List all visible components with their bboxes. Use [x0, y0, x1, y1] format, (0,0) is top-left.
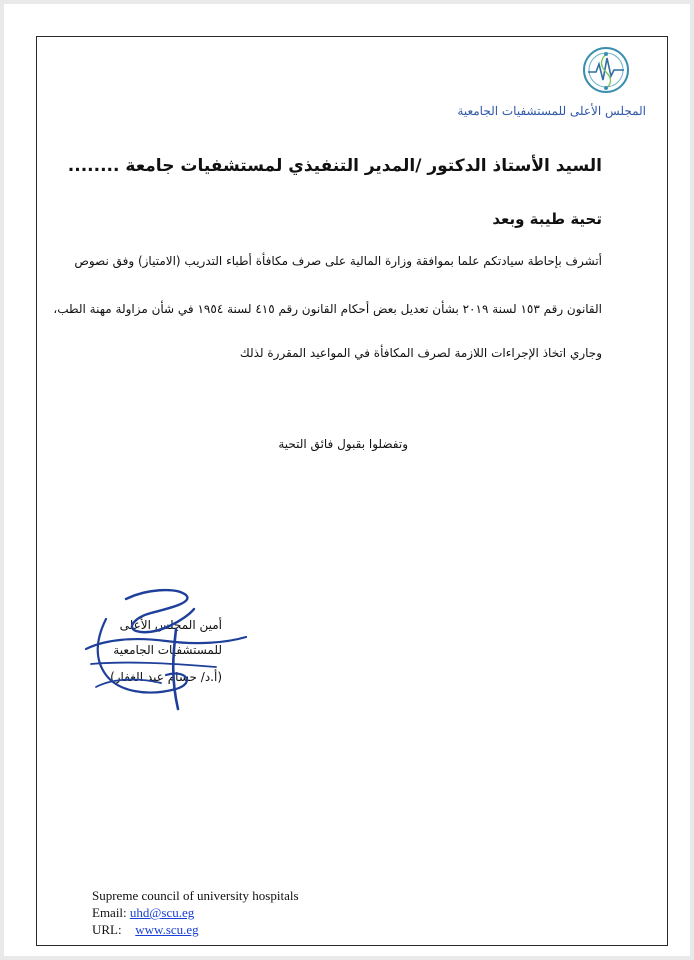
body-line-3: وجاري اتخاذ الإجراءات اللازمة لصرف المكافأة في المواعيد المقررة لذلك — [239, 346, 602, 360]
organization-name: المجلس الأعلى للمستشفيات الجامعية — [457, 104, 646, 118]
body-line-1: أتشرف بإحاطة سيادتكم علما بموافقة وزارة المالية على صرف مكافأة أطباء التدريب (الامتياز) وفق نصوص — [74, 254, 602, 268]
handwritten-signature-icon — [66, 579, 266, 719]
scu-hospitals-logo-icon — [578, 42, 634, 98]
url-label: URL: — [92, 922, 122, 937]
greeting-line: تحية طيبة وبعد — [492, 210, 602, 228]
footer-org-name: Supreme council of university hospitals — [92, 888, 299, 903]
footer-email-row — [92, 904, 299, 921]
website-link[interactable]: www.scu.eg — [135, 922, 199, 937]
email-link[interactable]: uhd@scu.eg — [129, 905, 195, 920]
email-label: Email: — [92, 905, 127, 920]
footer-url-row — [92, 921, 299, 938]
signatory-name: (أ.د/ حسام عبد الغفار) — [110, 670, 222, 684]
closing-line: وتفضلوا بقبول فائق التحية — [278, 437, 408, 451]
signatory-title-line2: للمستشفيات الجامعية — [113, 643, 222, 657]
footer-contact — [92, 887, 299, 938]
signatory-title-line1: أمين المجلس الأعلى — [119, 618, 222, 632]
addressee-line: السيد الأستاذ الدكتور /المدير التنفيذي لمستشفيات جامعة ........ — [67, 156, 602, 176]
body-line-2: القانون رقم ١٥٣ لسنة ٢٠١٩ بشأن تعديل بعض أحكام القانون رقم ٤١٥ لسنة ١٩٥٤ في شأن مزاولة مهنة الطب، — [53, 302, 602, 316]
letter-page — [4, 4, 690, 956]
